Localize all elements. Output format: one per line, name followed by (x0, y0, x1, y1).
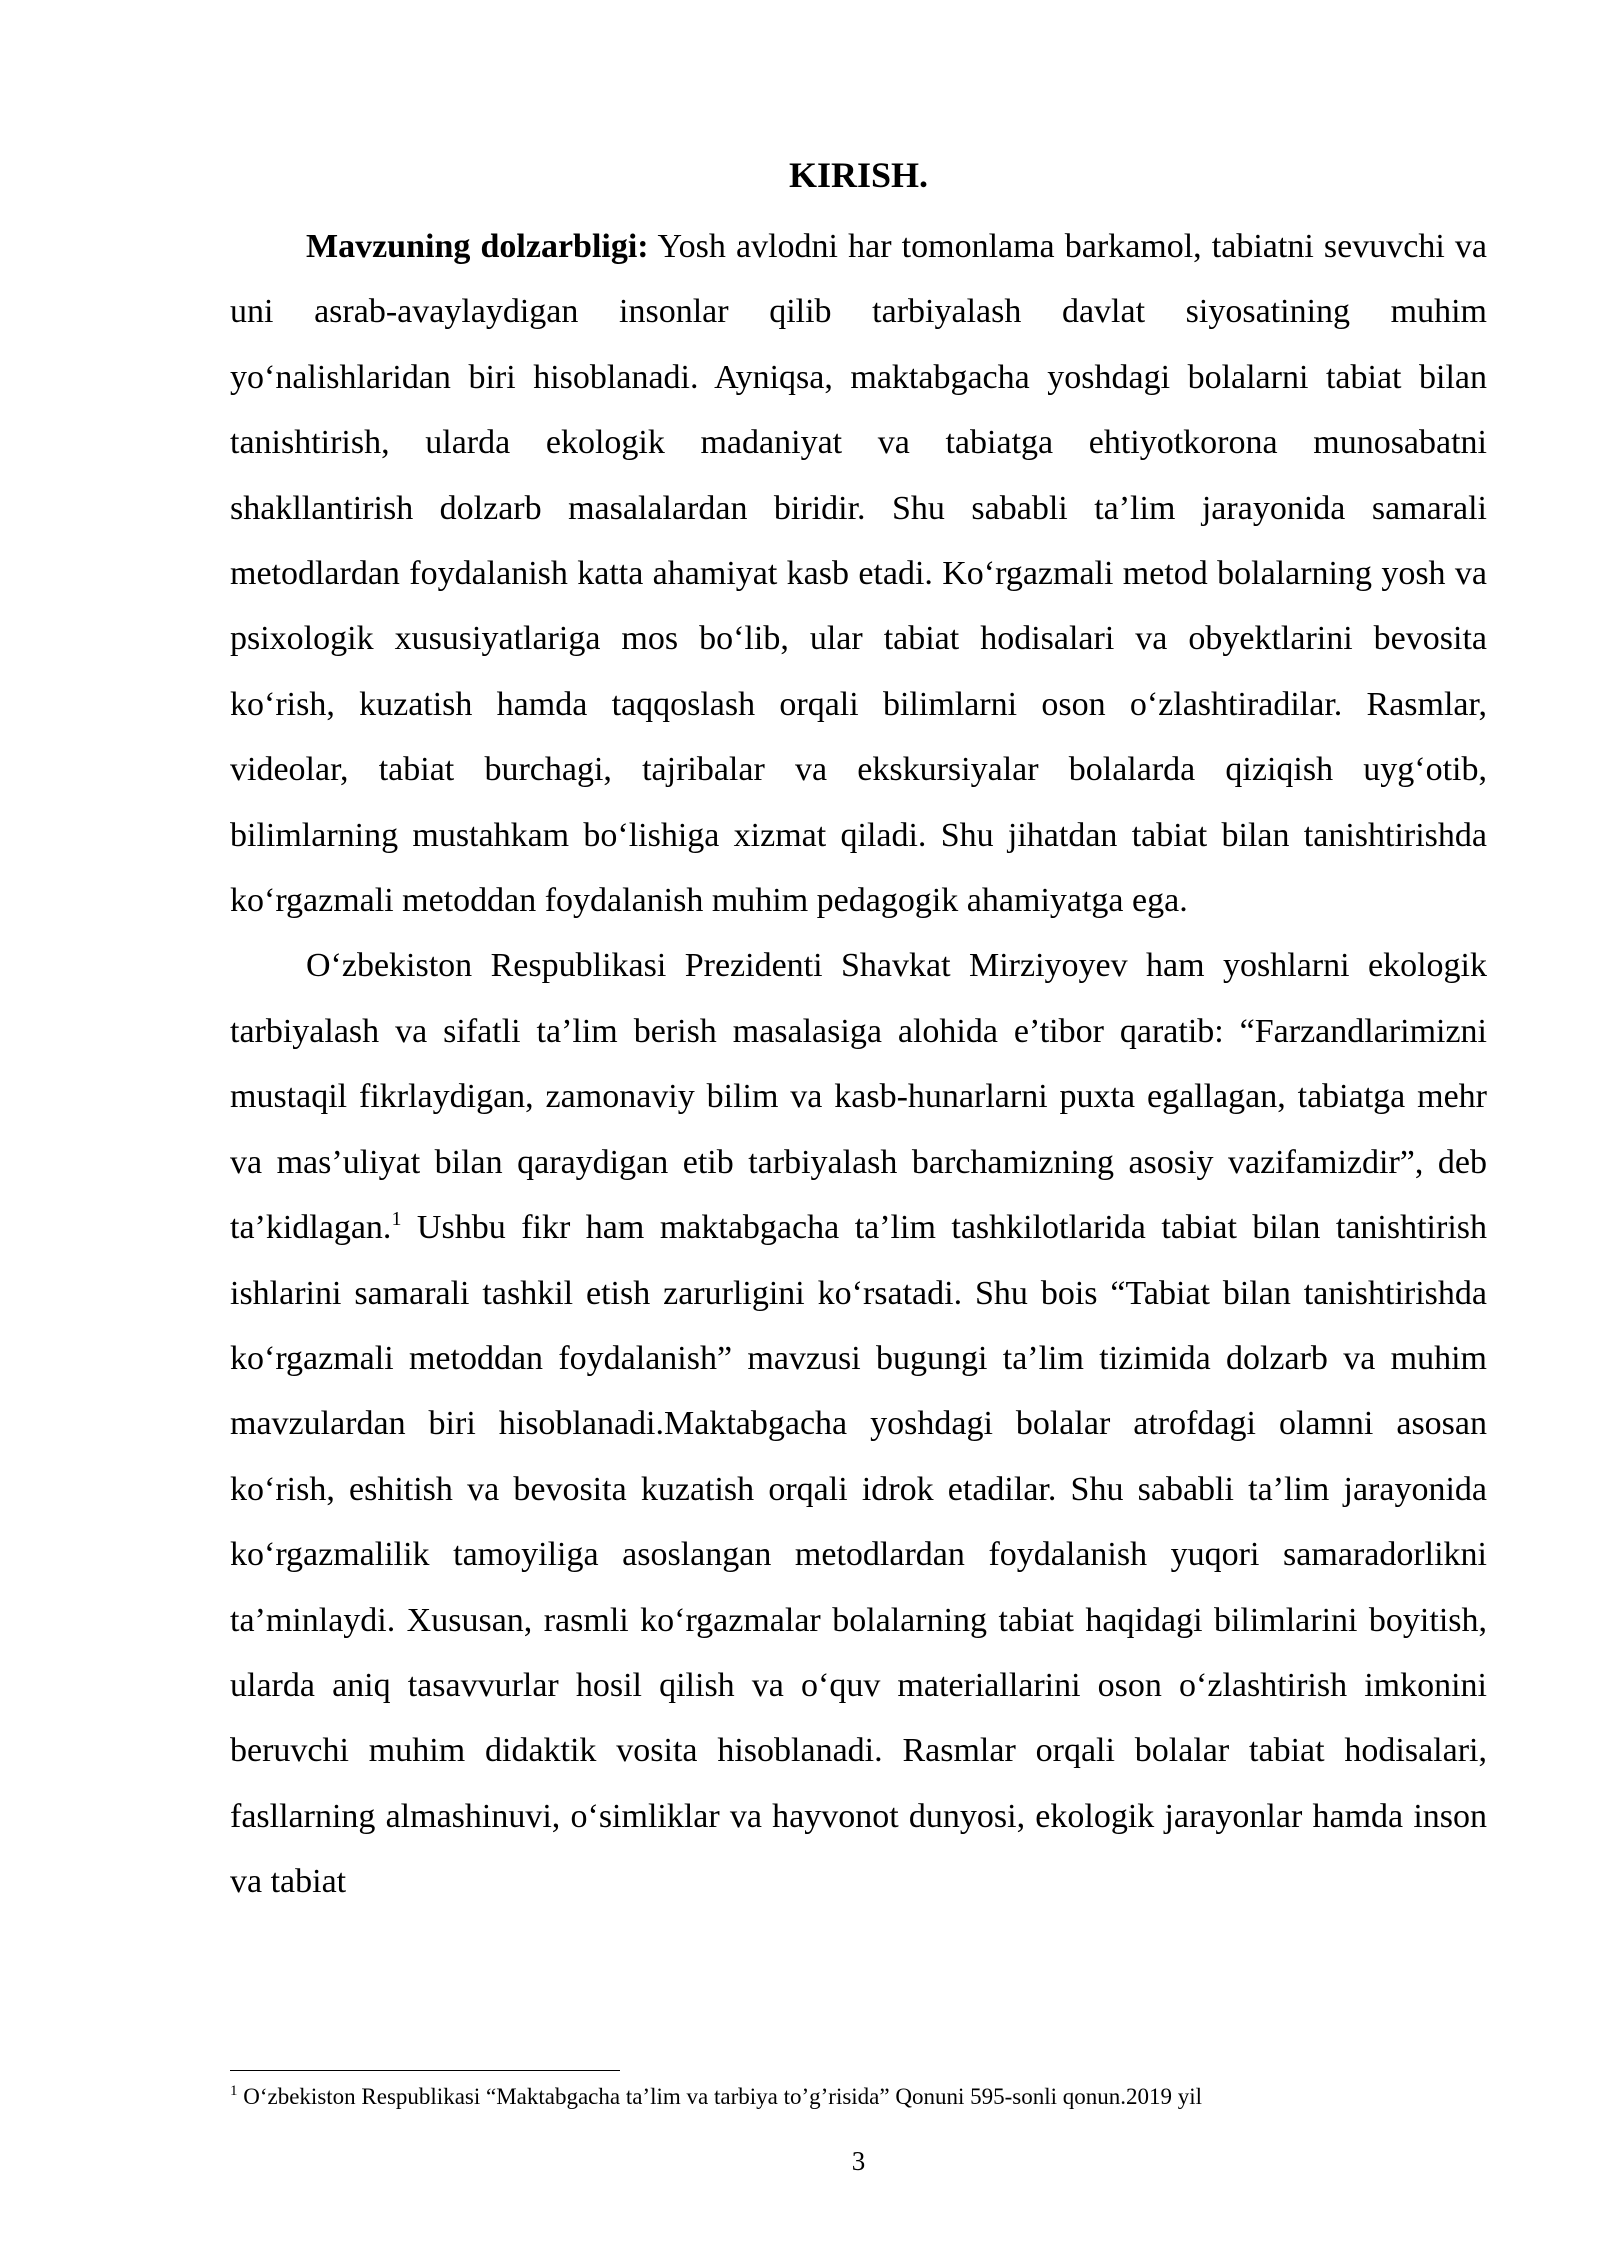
paragraph-president-quote (230, 933, 1487, 1914)
footnote-reference[interactable]: 1 (391, 1207, 402, 1230)
footnote-separator (230, 2070, 620, 2071)
paragraph-text: Yosh avlodni har tomonlama barkamol, tabiatni sevuvchi va uni asrab-avaylaydigan insonlar qilib tarbiyalash davlat siyosatining muhim yo‘nalishlaridan biri hisoblanadi. Ayniqsa, maktabgacha yoshdagi bolalarni tabiat bilan tanishtirish, ularda ekologik madaniyat va tabiatga ehtiyotkorona munosabatni shakllantirish dolzarb masalalardan biridir. Shu sababli ta’lim jarayonida samarali metodlardan foydalanish katta ahamiyat kasb etadi. Ko‘rgazmali metod bolalarning yosh va psixologik xususiyatlariga mos bo‘lib, ular tabiat hodisalari va obyektlarini bevosita ko‘rish, kuzatish hamda taqqoslash orqali bilimlarni oson o‘zlashtiradilar. Rasmlar, videolar, tabiat burchagi, tajribalar va ekskursiyalar bolalarda qiziqish uyg‘otib, bilimlarning mustahkam bo‘lishiga xizmat qiladi. Shu jihatdan tabiat bilan tanishtirishda ko‘rgazmali metoddan foydalanish muhim pedagogik ahamiyatga ega. (230, 228, 1488, 920)
paragraph-text-after-reference: Ushbu fikr ham maktabgacha ta’lim tashkilotlarida tabiat bilan tanishtirish ishlarini samarali tashkil etish zarurligini ko‘rsatadi. Shu bois “Tabiat bilan tanishtirishda ko‘rgazmali metoddan foydalanish” mavzusi bugungi ta’lim tizimida dolzarb va muhim mavzulardan biri hisoblanadi.Maktabgacha yoshdagi bolalar atrofdagi olamni asosan ko‘rish, eshitish va bevosita kuzatish orqali idrok etadilar. Shu sababli ta’lim jarayonida ko‘rgazmalilik tamoyiliga asoslangan metodlardan foydalanish yuqori samaradorlikni ta’minlaydi. Xususan, rasmli ko‘rgazmalar bolalarning tabiat haqidagi bilimlarini boyitish, ularda aniq tasavvurlar hosil qilish va o‘quv materiallarini oson o‘zlashtirish imkonini beruvchi muhim didaktik vosita hisoblanadi. Rasmlar orqali bolalar tabiat hodisalari, fasllarning almashinuvi, o‘simliklar va hayvonot dunyosi, ekologik jarayonlar hamda inson va tabiat (230, 1209, 1487, 1901)
section-title: KIRISH. (788, 155, 929, 195)
footnote (230, 2082, 1487, 2112)
paragraph-lead: Mavzuning dolzarbligi: (306, 228, 649, 265)
paragraph-relevance (230, 214, 1487, 933)
body-text (230, 214, 1487, 1915)
footnote-marker: 1 (230, 2083, 238, 2100)
footnote-text: O‘zbekiston Respublikasi “Maktabgacha ta’lim va tarbiya to’g’risida” Qonuni 595-sonli qonun.2019 yil (237, 2084, 1203, 2109)
paragraph-text-before-reference: O‘zbekiston Respublikasi Prezidenti Shavkat Mirziyoyev ham yoshlarni ekologik tarbiyalash va sifatli ta’lim berish masalasiga alohida e’tibor qaratib: “Farzandlarimizni mustaqil fikrlaydigan, zamonaviy bilim va kasb-hunarlarni puxta egallagan, tabiatga mehr va mas’uliyat bilan qaraydigan etib tarbiyalash barchamizning asosiy vazifamizdir”, deb ta’kidlagan. (230, 947, 1487, 1247)
page-number: 3 (851, 2146, 866, 2176)
